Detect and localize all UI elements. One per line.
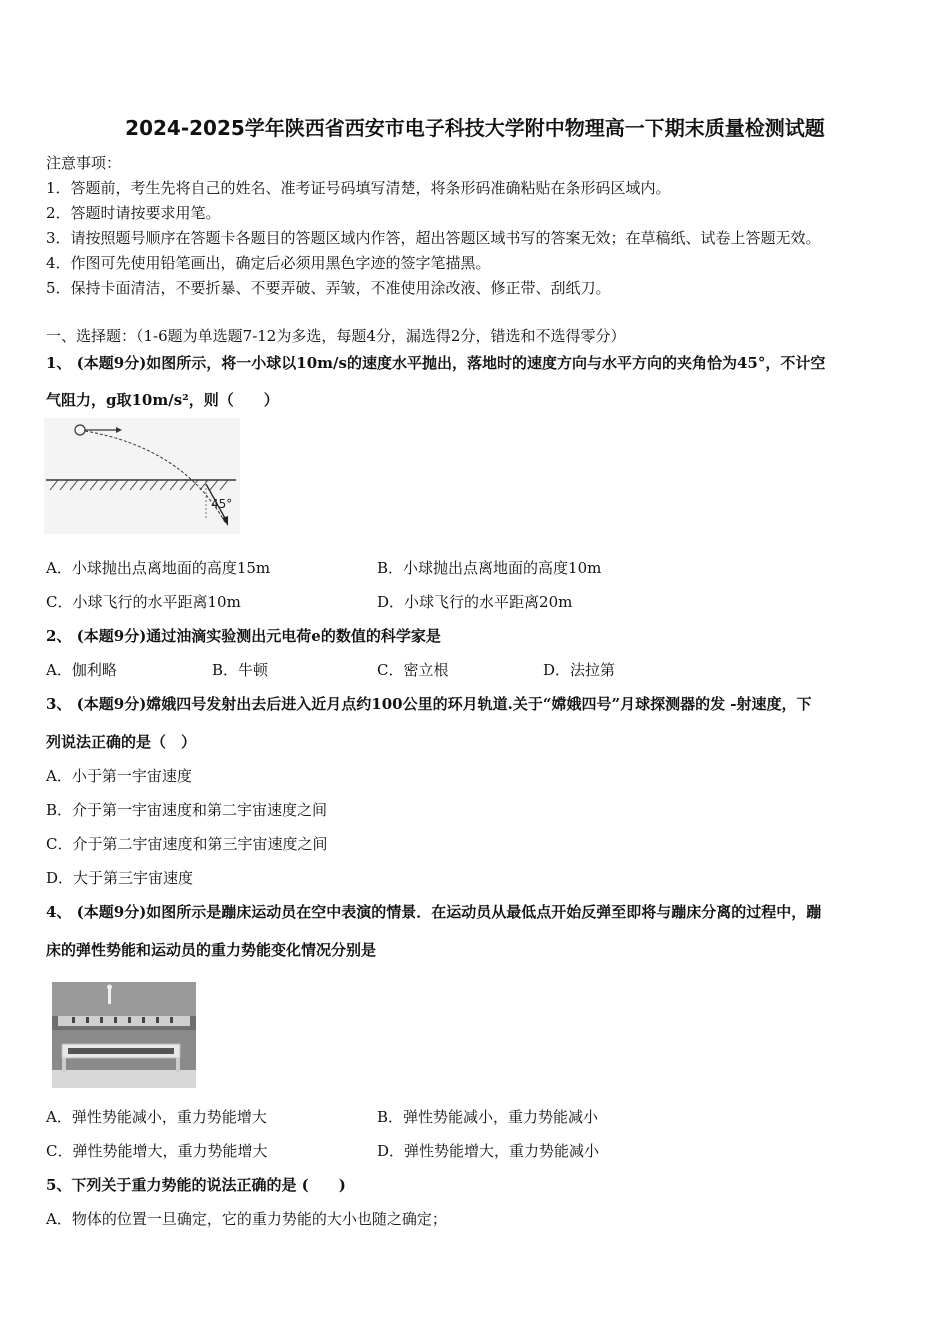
notice-item-5: 5．保持卡面清洁，不要折暴、不要弄破、弄皱，不准使用涂改液、修正带、刮纸刀。 [46,279,611,297]
q2-option-a[interactable]: A．伽利略 [46,661,117,679]
page-title: 2024-2025学年陕西省西安市电子科技大学附中物理高一下期末质量检测试题 [125,116,825,140]
q4-option-a[interactable]: A．弹性势能减小，重力势能增大 [46,1108,267,1126]
question-3-line-1: 3、 (本题9分)嫦娥四号发射出去后进入近月点约100公里的环月轨道.关于“嫦娥四号”月球探测器的发 -射速度，下 [46,695,812,713]
q3-option-c[interactable]: C．介于第二宇宙速度和第三宇宙速度之间 [46,835,328,853]
notice-item-1: 1．答题前，考生先将自己的姓名、准考证号码填写清楚，将条形码准确粘贴在条形码区域内。 [46,179,671,197]
question-4-line-2: 床的弹性势能和运动员的重力势能变化情况分别是 [46,941,377,959]
q3-option-a[interactable]: A．小于第一宇宙速度 [46,767,192,785]
q1-option-a[interactable]: A．小球抛出点离地面的高度15m [46,559,271,577]
question-5-line-1: 5、下列关于重力势能的说法正确的是 ( ) [46,1176,346,1194]
notice-item-3: 3．请按照题号顺序在答题卡各题目的答题区域内作答，超出答题区域书写的答案无效；在草稿纸、试卷上答题无效。 [46,229,821,247]
ball-icon [75,425,85,435]
q5-option-a[interactable]: A．物体的位置一旦确定，它的重力势能的大小也随之确定； [46,1210,447,1228]
q1-option-b[interactable]: B．小球抛出点离地面的高度10m [377,559,602,577]
trampoline-photo [52,982,196,1088]
question-1-line-1: 1、 (本题9分)如图所示，将一小球以10m/s的速度水平抛出，落地时的速度方向与水平方向的夹角恰为45°，不计空 [46,354,826,372]
q2-option-d[interactable]: D．法拉第 [543,661,616,679]
q3-option-b[interactable]: B．介于第一宇宙速度和第二宇宙速度之间 [46,801,328,819]
question-1-line-2: 气阻力，g取10m/s²，则（ ） [46,391,279,409]
q4-option-b[interactable]: B．弹性势能减小，重力势能减小 [377,1108,599,1126]
q1-option-d[interactable]: D．小球飞行的水平距离20m [377,593,573,611]
q1-option-c[interactable]: C．小球飞行的水平距离10m [46,593,241,611]
notice-item-2: 2．答题时请按要求用笔。 [46,204,221,222]
notice-item-4: 4．作图可先使用铅笔画出，确定后必须用黑色字迹的签字笔描黑。 [46,254,491,272]
q2-option-b[interactable]: B．牛顿 [212,661,269,679]
section-heading: 一、选择题：（1-6题为单选题7-12为多选，每题4分，漏选得2分，错选和不选得零分） [46,327,626,345]
question-4-line-1: 4、 (本题9分)如图所示是蹦床运动员在空中表演的情景．在运动员从最低点开始反弹至即将与蹦床分离的过程中，蹦 [46,903,822,921]
question-2-line-1: 2、 (本题9分)通过油滴实验测出元电荷e的数值的科学家是 [46,627,441,645]
q2-option-c[interactable]: C．密立根 [377,661,449,679]
notice-heading: 注意事项： [46,154,122,172]
angle-label: 45° [211,497,233,511]
projectile-figure [44,418,240,534]
figure-background [44,418,240,534]
question-3-line-2: 列说法正确的是（ ） [46,733,197,751]
q4-option-d[interactable]: D．弹性势能增大，重力势能减小 [377,1142,600,1160]
q4-option-c[interactable]: C．弹性势能增大，重力势能增大 [46,1142,268,1160]
q3-option-d[interactable]: D．大于第三宇宙速度 [46,869,194,887]
